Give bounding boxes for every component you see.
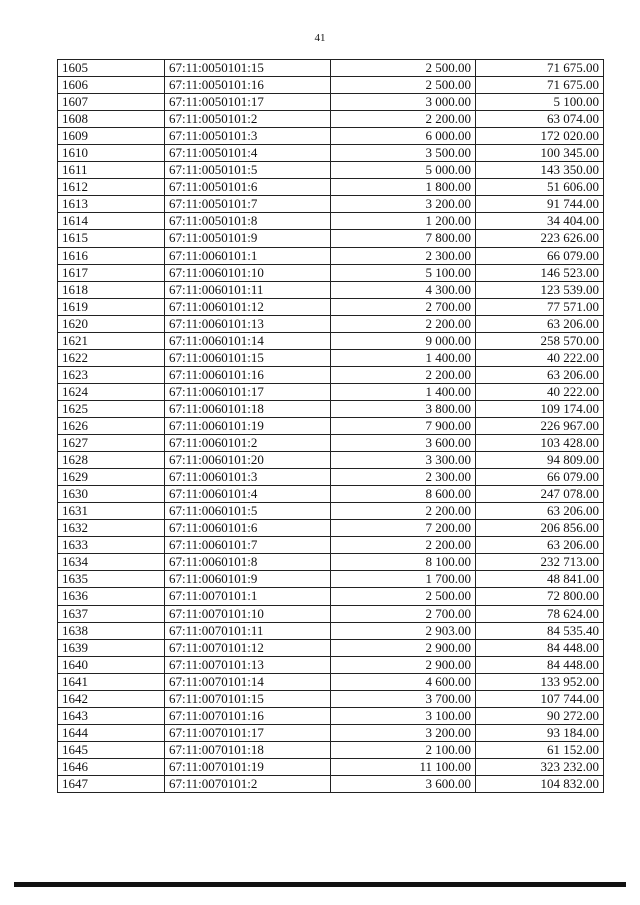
area-cell: 2 700.00 — [331, 298, 476, 315]
value-cell: 226 967.00 — [476, 417, 604, 434]
row-number-cell: 1618 — [58, 281, 165, 298]
row-number-cell: 1629 — [58, 469, 165, 486]
cadastral-number-cell: 67:11:0060101:9 — [165, 571, 331, 588]
value-cell: 232 713.00 — [476, 554, 604, 571]
value-cell: 104 832.00 — [476, 775, 604, 792]
cadastral-number-cell: 67:11:0070101:1 — [165, 588, 331, 605]
cadastral-number-cell: 67:11:0070101:19 — [165, 758, 331, 775]
value-cell: 91 744.00 — [476, 196, 604, 213]
row-number-cell: 1623 — [58, 366, 165, 383]
row-number-cell: 1616 — [58, 247, 165, 264]
area-cell: 9 000.00 — [331, 332, 476, 349]
cadastral-number-cell: 67:11:0070101:14 — [165, 673, 331, 690]
value-cell: 133 952.00 — [476, 673, 604, 690]
value-cell: 63 206.00 — [476, 315, 604, 332]
row-number-cell: 1638 — [58, 622, 165, 639]
row-number-cell: 1636 — [58, 588, 165, 605]
cadastral-number-cell: 67:11:0060101:17 — [165, 383, 331, 400]
row-number-cell: 1633 — [58, 537, 165, 554]
cadastral-number-cell: 67:11:0070101:15 — [165, 690, 331, 707]
cadastral-number-cell: 67:11:0060101:10 — [165, 264, 331, 281]
cadastral-number-cell: 67:11:0060101:4 — [165, 486, 331, 503]
cadastral-number-cell: 67:11:0070101:13 — [165, 656, 331, 673]
value-cell: 71 675.00 — [476, 77, 604, 94]
area-cell: 1 800.00 — [331, 179, 476, 196]
value-cell: 206 856.00 — [476, 520, 604, 537]
cadastral-number-cell: 67:11:0050101:6 — [165, 179, 331, 196]
value-cell: 93 184.00 — [476, 724, 604, 741]
row-number-cell: 1622 — [58, 349, 165, 366]
table-row — [58, 111, 604, 128]
row-number-cell: 1612 — [58, 179, 165, 196]
row-number-cell: 1645 — [58, 741, 165, 758]
area-cell: 3 600.00 — [331, 435, 476, 452]
value-cell: 63 074.00 — [476, 111, 604, 128]
table-row — [58, 503, 604, 520]
area-cell: 11 100.00 — [331, 758, 476, 775]
cadastral-number-cell: 67:11:0060101:16 — [165, 366, 331, 383]
row-number-cell: 1609 — [58, 128, 165, 145]
cadastral-number-cell: 67:11:0060101:7 — [165, 537, 331, 554]
value-cell: 77 571.00 — [476, 298, 604, 315]
value-cell: 84 448.00 — [476, 639, 604, 656]
value-cell: 61 152.00 — [476, 741, 604, 758]
row-number-cell: 1634 — [58, 554, 165, 571]
row-number-cell: 1611 — [58, 162, 165, 179]
page-number: 41 — [314, 32, 326, 44]
cadastral-number-cell: 67:11:0060101:2 — [165, 435, 331, 452]
row-number-cell: 1620 — [58, 315, 165, 332]
table-row — [58, 247, 604, 264]
value-cell: 72 800.00 — [476, 588, 604, 605]
value-cell: 5 100.00 — [476, 94, 604, 111]
cadastral-number-cell: 67:11:0070101:17 — [165, 724, 331, 741]
area-cell: 7 200.00 — [331, 520, 476, 537]
row-number-cell: 1607 — [58, 94, 165, 111]
table-row — [58, 315, 604, 332]
area-cell: 3 100.00 — [331, 707, 476, 724]
area-cell: 4 600.00 — [331, 673, 476, 690]
row-number-cell: 1627 — [58, 435, 165, 452]
area-cell: 3 200.00 — [331, 724, 476, 741]
table-row — [58, 435, 604, 452]
cadastral-number-cell: 67:11:0070101:18 — [165, 741, 331, 758]
value-cell: 323 232.00 — [476, 758, 604, 775]
table-row — [58, 520, 604, 537]
area-cell: 2 900.00 — [331, 656, 476, 673]
cadastral-number-cell: 67:11:0060101:14 — [165, 332, 331, 349]
cadastral-number-cell: 67:11:0050101:7 — [165, 196, 331, 213]
value-cell: 107 744.00 — [476, 690, 604, 707]
value-cell: 78 624.00 — [476, 605, 604, 622]
cadastral-value-table — [57, 59, 604, 793]
row-number-cell: 1635 — [58, 571, 165, 588]
table-row — [58, 741, 604, 758]
area-cell: 2 700.00 — [331, 605, 476, 622]
area-cell: 2 903.00 — [331, 622, 476, 639]
cadastral-number-cell: 67:11:0070101:10 — [165, 605, 331, 622]
table-row — [58, 94, 604, 111]
table-row — [58, 673, 604, 690]
table-row — [58, 400, 604, 417]
value-cell: 109 174.00 — [476, 400, 604, 417]
area-cell: 2 200.00 — [331, 315, 476, 332]
cadastral-number-cell: 67:11:0050101:15 — [165, 60, 331, 77]
value-cell: 40 222.00 — [476, 383, 604, 400]
area-cell: 3 300.00 — [331, 452, 476, 469]
row-number-cell: 1605 — [58, 60, 165, 77]
value-cell: 146 523.00 — [476, 264, 604, 281]
area-cell: 3 700.00 — [331, 690, 476, 707]
table-row — [58, 656, 604, 673]
table-row — [58, 537, 604, 554]
table-body — [58, 60, 604, 793]
row-number-cell: 1646 — [58, 758, 165, 775]
area-cell: 1 400.00 — [331, 349, 476, 366]
table-row — [58, 690, 604, 707]
table-row — [58, 128, 604, 145]
row-number-cell: 1614 — [58, 213, 165, 230]
row-number-cell: 1624 — [58, 383, 165, 400]
cadastral-number-cell: 67:11:0060101:5 — [165, 503, 331, 520]
area-cell: 2 200.00 — [331, 537, 476, 554]
area-cell: 2 200.00 — [331, 366, 476, 383]
area-cell: 2 500.00 — [331, 60, 476, 77]
cadastral-number-cell: 67:11:0060101:20 — [165, 452, 331, 469]
value-cell: 100 345.00 — [476, 145, 604, 162]
value-cell: 63 206.00 — [476, 537, 604, 554]
row-number-cell: 1632 — [58, 520, 165, 537]
table-row — [58, 264, 604, 281]
table-row — [58, 622, 604, 639]
value-cell: 51 606.00 — [476, 179, 604, 196]
area-cell: 2 500.00 — [331, 77, 476, 94]
cadastral-number-cell: 67:11:0050101:3 — [165, 128, 331, 145]
value-cell: 66 079.00 — [476, 247, 604, 264]
row-number-cell: 1621 — [58, 332, 165, 349]
value-cell: 258 570.00 — [476, 332, 604, 349]
cadastral-number-cell: 67:11:0060101:11 — [165, 281, 331, 298]
table-row — [58, 775, 604, 792]
table-row — [58, 145, 604, 162]
table-row — [58, 417, 604, 434]
table-row — [58, 162, 604, 179]
table-row — [58, 213, 604, 230]
area-cell: 2 200.00 — [331, 503, 476, 520]
value-cell: 123 539.00 — [476, 281, 604, 298]
row-number-cell: 1615 — [58, 230, 165, 247]
area-cell: 2 300.00 — [331, 247, 476, 264]
area-cell: 7 800.00 — [331, 230, 476, 247]
cadastral-number-cell: 67:11:0050101:2 — [165, 111, 331, 128]
area-cell: 1 700.00 — [331, 571, 476, 588]
cadastral-number-cell: 67:11:0060101:1 — [165, 247, 331, 264]
table-row — [58, 298, 604, 315]
cadastral-number-cell: 67:11:0050101:8 — [165, 213, 331, 230]
value-cell: 94 809.00 — [476, 452, 604, 469]
table-row — [58, 349, 604, 366]
area-cell: 3 200.00 — [331, 196, 476, 213]
row-number-cell: 1642 — [58, 690, 165, 707]
row-number-cell: 1644 — [58, 724, 165, 741]
value-cell: 103 428.00 — [476, 435, 604, 452]
row-number-cell: 1630 — [58, 486, 165, 503]
row-number-cell: 1637 — [58, 605, 165, 622]
row-number-cell: 1606 — [58, 77, 165, 94]
row-number-cell: 1628 — [58, 452, 165, 469]
value-cell: 63 206.00 — [476, 503, 604, 520]
cadastral-number-cell: 67:11:0060101:12 — [165, 298, 331, 315]
area-cell: 3 600.00 — [331, 775, 476, 792]
cadastral-number-cell: 67:11:0060101:19 — [165, 417, 331, 434]
table-row — [58, 469, 604, 486]
table-row — [58, 60, 604, 77]
cadastral-number-cell: 67:11:0050101:16 — [165, 77, 331, 94]
area-cell: 3 000.00 — [331, 94, 476, 111]
cadastral-number-cell: 67:11:0070101:11 — [165, 622, 331, 639]
value-cell: 223 626.00 — [476, 230, 604, 247]
row-number-cell: 1641 — [58, 673, 165, 690]
value-cell: 90 272.00 — [476, 707, 604, 724]
row-number-cell: 1647 — [58, 775, 165, 792]
table-row — [58, 639, 604, 656]
row-number-cell: 1613 — [58, 196, 165, 213]
area-cell: 5 100.00 — [331, 264, 476, 281]
table-row — [58, 486, 604, 503]
area-cell: 1 200.00 — [331, 213, 476, 230]
area-cell: 2 100.00 — [331, 741, 476, 758]
cadastral-number-cell: 67:11:0070101:12 — [165, 639, 331, 656]
row-number-cell: 1619 — [58, 298, 165, 315]
table-row — [58, 77, 604, 94]
row-number-cell: 1625 — [58, 400, 165, 417]
area-cell: 3 800.00 — [331, 400, 476, 417]
table-row — [58, 452, 604, 469]
table-row — [58, 588, 604, 605]
row-number-cell: 1639 — [58, 639, 165, 656]
table-row — [58, 179, 604, 196]
value-cell: 66 079.00 — [476, 469, 604, 486]
value-cell: 247 078.00 — [476, 486, 604, 503]
table-row — [58, 554, 604, 571]
row-number-cell: 1626 — [58, 417, 165, 434]
cadastral-number-cell: 67:11:0060101:18 — [165, 400, 331, 417]
value-cell: 34 404.00 — [476, 213, 604, 230]
table-row — [58, 707, 604, 724]
cadastral-number-cell: 67:11:0050101:17 — [165, 94, 331, 111]
table-row — [58, 230, 604, 247]
area-cell: 2 200.00 — [331, 111, 476, 128]
area-cell: 8 600.00 — [331, 486, 476, 503]
area-cell: 2 900.00 — [331, 639, 476, 656]
value-cell: 63 206.00 — [476, 366, 604, 383]
area-cell: 3 500.00 — [331, 145, 476, 162]
cadastral-number-cell: 67:11:0050101:9 — [165, 230, 331, 247]
area-cell: 5 000.00 — [331, 162, 476, 179]
table-row — [58, 724, 604, 741]
area-cell: 8 100.00 — [331, 554, 476, 571]
cadastral-number-cell: 67:11:0060101:13 — [165, 315, 331, 332]
value-cell: 172 020.00 — [476, 128, 604, 145]
cadastral-number-cell: 67:11:0050101:4 — [165, 145, 331, 162]
cadastral-number-cell: 67:11:0060101:6 — [165, 520, 331, 537]
row-number-cell: 1631 — [58, 503, 165, 520]
table-row — [58, 281, 604, 298]
cadastral-number-cell: 67:11:0070101:2 — [165, 775, 331, 792]
value-cell: 143 350.00 — [476, 162, 604, 179]
cadastral-number-cell: 67:11:0060101:8 — [165, 554, 331, 571]
value-cell: 40 222.00 — [476, 349, 604, 366]
cadastral-number-cell: 67:11:0050101:5 — [165, 162, 331, 179]
table-row — [58, 571, 604, 588]
value-cell: 48 841.00 — [476, 571, 604, 588]
area-cell: 2 300.00 — [331, 469, 476, 486]
row-number-cell: 1640 — [58, 656, 165, 673]
bottom-rule — [14, 882, 626, 887]
area-cell: 1 400.00 — [331, 383, 476, 400]
row-number-cell: 1608 — [58, 111, 165, 128]
cadastral-number-cell: 67:11:0060101:3 — [165, 469, 331, 486]
table-row — [58, 383, 604, 400]
value-cell: 84 448.00 — [476, 656, 604, 673]
row-number-cell: 1610 — [58, 145, 165, 162]
value-cell: 71 675.00 — [476, 60, 604, 77]
value-cell: 84 535.40 — [476, 622, 604, 639]
area-cell: 6 000.00 — [331, 128, 476, 145]
row-number-cell: 1617 — [58, 264, 165, 281]
table-row — [58, 196, 604, 213]
area-cell: 7 900.00 — [331, 417, 476, 434]
cadastral-number-cell: 67:11:0070101:16 — [165, 707, 331, 724]
table-row — [58, 758, 604, 775]
table-row — [58, 366, 604, 383]
table-row — [58, 332, 604, 349]
area-cell: 4 300.00 — [331, 281, 476, 298]
table-row — [58, 605, 604, 622]
area-cell: 2 500.00 — [331, 588, 476, 605]
cadastral-number-cell: 67:11:0060101:15 — [165, 349, 331, 366]
row-number-cell: 1643 — [58, 707, 165, 724]
